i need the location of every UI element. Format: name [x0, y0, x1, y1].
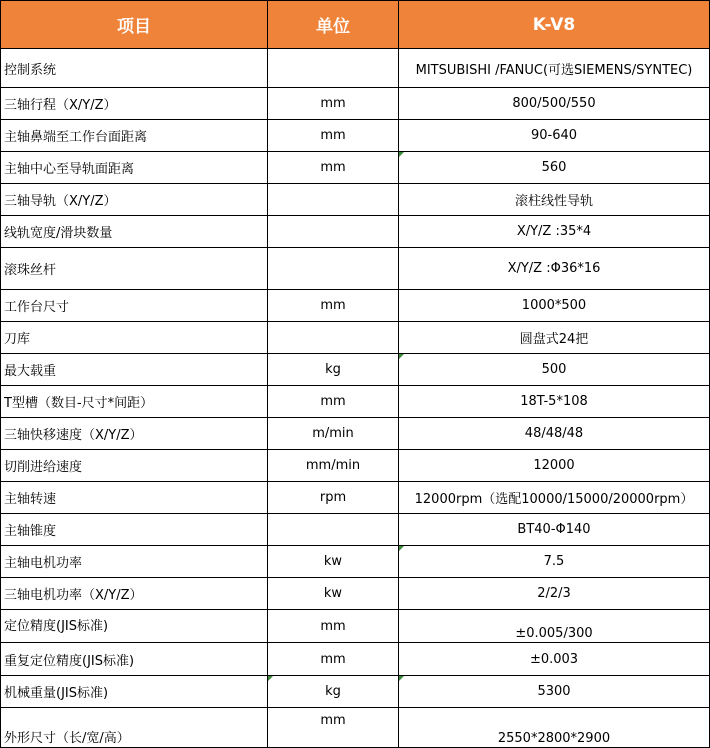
row-value: MITSUBISHI /FANUC(可选SIEMENS/SYNTEC): [399, 49, 710, 88]
row-item: 三轴导轨（X/Y/Z）: [1, 184, 268, 216]
table-row: [1, 546, 710, 578]
row-value-text: 5300: [537, 684, 571, 699]
cell-marker-icon: [399, 354, 404, 359]
row-value: 12000rpm（选配10000/15000/20000rpm）: [399, 482, 710, 514]
table-row: [1, 88, 710, 120]
row-value: 2550*2800*2900: [399, 708, 710, 748]
row-item: 机械重量(JIS标准): [1, 676, 268, 708]
row-unit: mm: [268, 120, 399, 152]
table-row: [1, 248, 710, 290]
header-model: K-V8: [399, 1, 710, 49]
cell-marker-icon: [399, 676, 404, 681]
row-unit: kw: [268, 578, 399, 610]
header-unit: 单位: [268, 1, 399, 49]
row-item: 工作台尺寸: [1, 290, 268, 322]
row-item: 最大载重: [1, 354, 268, 386]
row-item: 主轴锥度: [1, 514, 268, 546]
row-unit: mm: [268, 610, 399, 643]
row-item: 外形尺寸（长/宽/高）: [1, 708, 268, 748]
row-unit: mm: [268, 643, 399, 676]
table-row: [1, 354, 710, 386]
cell-marker-icon: [268, 676, 273, 681]
table-row: [1, 450, 710, 482]
table-row: [1, 290, 710, 322]
row-unit: kw: [268, 546, 399, 578]
row-unit: [268, 248, 399, 290]
row-unit: mm: [268, 290, 399, 322]
row-value: ±0.005/300: [399, 610, 710, 643]
row-unit: [268, 184, 399, 216]
row-item: 主轴转速: [1, 482, 268, 514]
table-row: [1, 322, 710, 354]
row-item: 三轴电机功率（X/Y/Z）: [1, 578, 268, 610]
row-item: 滚珠丝杆: [1, 248, 268, 290]
table-row: [1, 643, 710, 676]
row-item: 三轴快移速度（X/Y/Z）: [1, 418, 268, 450]
table-row: [1, 120, 710, 152]
header-row: [1, 1, 710, 49]
row-value: 90-640: [399, 120, 710, 152]
row-unit: mm: [268, 386, 399, 418]
table-row: [1, 514, 710, 546]
table-row: [1, 482, 710, 514]
row-value: 滚柱线性导轨: [399, 184, 710, 216]
row-value: [399, 676, 710, 708]
table-row: [1, 676, 710, 708]
row-item: 重复定位精度(JIS标准): [1, 643, 268, 676]
row-unit: mm: [268, 88, 399, 120]
row-value: [399, 546, 710, 578]
table-row: [1, 184, 710, 216]
row-unit: mm: [268, 152, 399, 184]
row-unit: [268, 49, 399, 88]
cell-marker-icon: [399, 546, 404, 551]
row-unit: [268, 216, 399, 248]
row-value: BT40-Φ140: [399, 514, 710, 546]
table-row: [1, 418, 710, 450]
row-value: [399, 354, 710, 386]
row-unit: m/min: [268, 418, 399, 450]
row-unit: [268, 676, 399, 708]
cell-marker-icon: [399, 152, 404, 157]
table-row: [1, 49, 710, 88]
row-value: 12000: [399, 450, 710, 482]
row-unit: mm/min: [268, 450, 399, 482]
row-value: 800/500/550: [399, 88, 710, 120]
row-item: 定位精度(JIS标准): [1, 610, 268, 643]
row-unit: [268, 322, 399, 354]
row-item: 主轴鼻端至工作台面距离: [1, 120, 268, 152]
row-item: 刀库: [1, 322, 268, 354]
row-item: 线轨宽度/滑块数量: [1, 216, 268, 248]
row-value: X/Y/Z :35*4: [399, 216, 710, 248]
row-value: 2/2/3: [399, 578, 710, 610]
row-item: T型槽（数目-尺寸*间距）: [1, 386, 268, 418]
row-item: 控制系统: [1, 49, 268, 88]
row-value: X/Y/Z :Φ36*16: [399, 248, 710, 290]
row-unit: mm: [268, 708, 399, 748]
row-unit-text: kg: [325, 684, 341, 699]
row-item: 主轴电机功率: [1, 546, 268, 578]
row-value: 圆盘式24把: [399, 322, 710, 354]
row-unit: [268, 514, 399, 546]
row-item: 三轴行程（X/Y/Z）: [1, 88, 268, 120]
row-value: [399, 152, 710, 184]
row-value: 18T-5*108: [399, 386, 710, 418]
row-value-text: 500: [541, 362, 567, 377]
table-row: [1, 708, 710, 748]
table-row: [1, 386, 710, 418]
row-item: 主轴中心至导轨面距离: [1, 152, 268, 184]
table-row: [1, 610, 710, 643]
header-item: 项目: [1, 1, 268, 49]
row-item: 切削进给速度: [1, 450, 268, 482]
row-value-text: 7.5: [543, 554, 565, 569]
row-unit: rpm: [268, 482, 399, 514]
table-row: [1, 152, 710, 184]
table-row: [1, 216, 710, 248]
table-row: [1, 578, 710, 610]
row-unit: kg: [268, 354, 399, 386]
row-value: 1000*500: [399, 290, 710, 322]
row-value: ±0.003: [399, 643, 710, 676]
row-value-text: 560: [541, 160, 567, 175]
row-value: 48/48/48: [399, 418, 710, 450]
